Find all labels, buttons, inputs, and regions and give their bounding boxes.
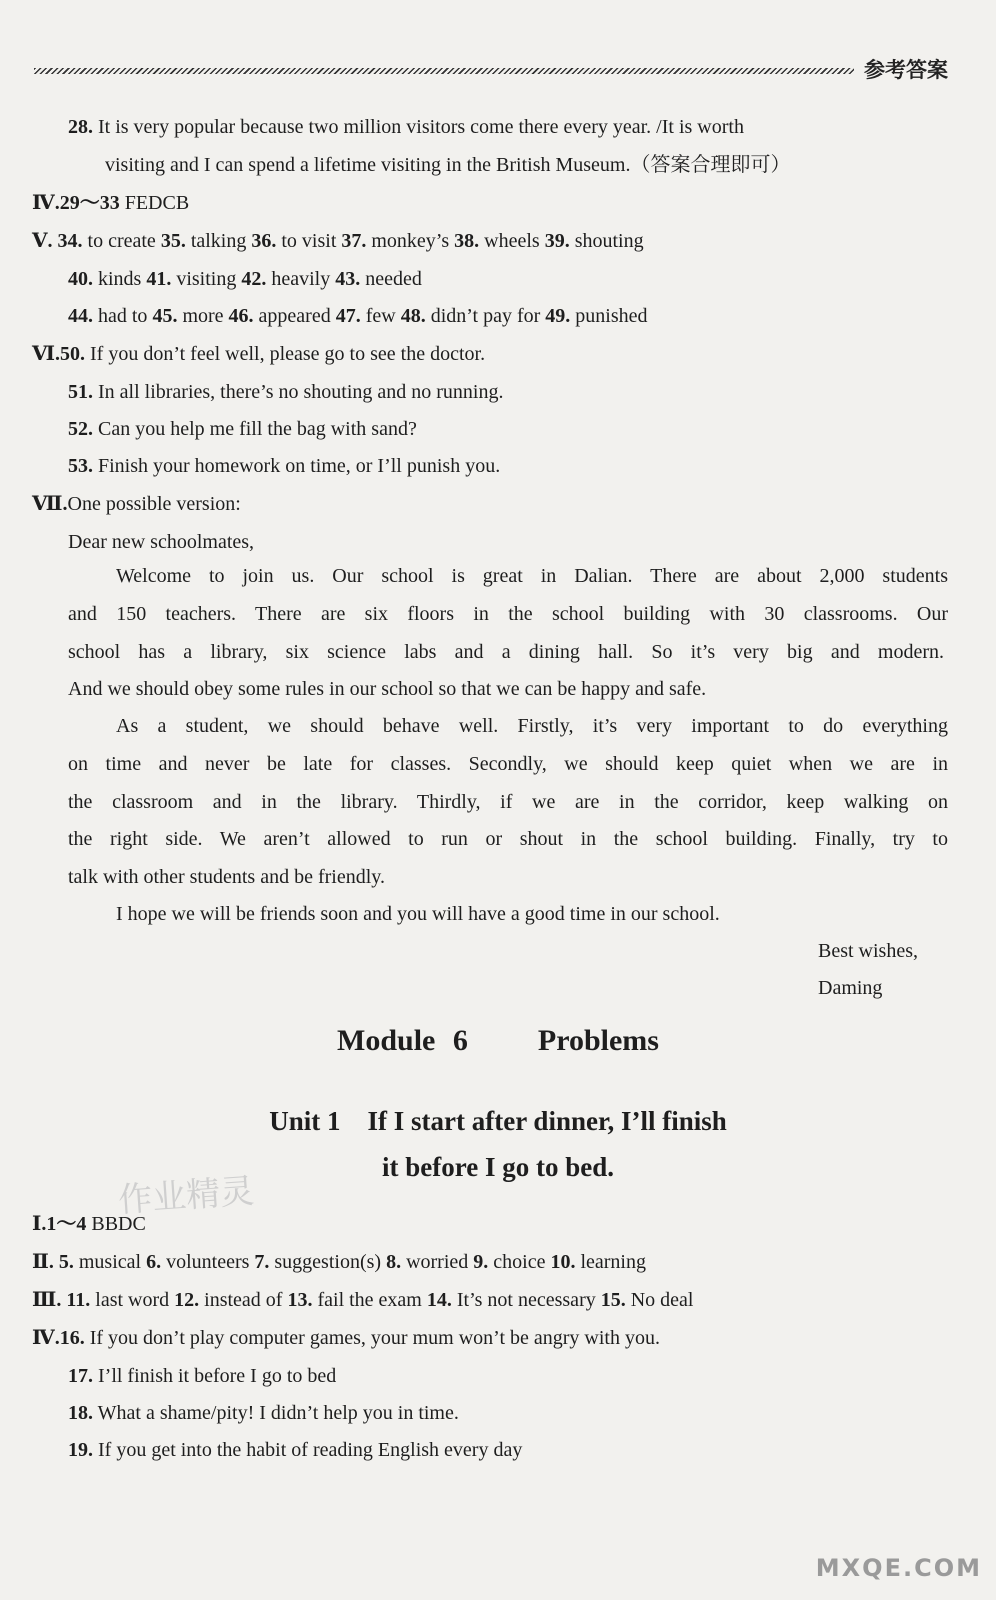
answer-text: musical [78,1251,142,1273]
answer-text: No deal [630,1289,694,1311]
section-7-roman: Ⅶ. [32,493,68,515]
letter-signature: Daming [818,977,883,999]
answer-text: heavily [271,268,331,290]
answer-number: 41. [146,268,172,290]
section-6-item-50 [32,341,485,367]
unit1-section-2 [32,1249,646,1275]
answer-text: Finish your homework on time, or I’ll punish you. [98,455,501,477]
answer-number: 48. [400,305,426,327]
answer-number: 13. [287,1289,313,1311]
section-5-row-3 [68,303,648,329]
answer-number: 8. [386,1251,402,1273]
answer-text: worried [406,1251,469,1273]
section-5-row-2 [68,266,422,292]
unit1-section-4-item-17 [68,1363,336,1389]
q28-number: 28. [68,116,93,138]
answer-number: 10. [550,1251,576,1273]
letter-p1-line: school has a library, six science labs and a dining hall. So it’s very big and modern. [68,641,944,663]
answer-text: wheels [484,230,540,252]
answer-number: 18. [68,1402,93,1424]
answer-number: 9. [473,1251,489,1273]
section-4 [32,190,189,216]
answer-text: had to [98,305,148,327]
answer-text: If you get into the habit of reading English every day [98,1439,523,1461]
unit1-section-4-item-16 [32,1325,660,1351]
answer-text: It’s not necessary [456,1289,596,1311]
answer-text: choice [493,1251,546,1273]
letter-p2-line: As a student, we should behave well. Firstly, it’s very important to do everything [116,715,948,737]
section-7-intro-text: One possible version: [67,493,241,515]
answer-text: In all libraries, there’s no shouting and no running. [98,381,504,403]
q28-line1 [68,114,950,140]
answer-text: I’ll finish it before I go to bed [98,1365,337,1387]
unit1-section-4-item-19 [68,1437,522,1463]
header-rule [34,68,854,74]
answer-number: 49. [545,305,571,327]
unit1-section-1-answer: BBDC [91,1213,146,1235]
letter-p2-line: on time and never be late for classes. Secondly, we should keep quiet when we are in [68,753,948,775]
letter-greeting: Dear new schoolmates, [68,531,255,553]
watermark-text: 作业精灵 [117,1171,256,1221]
unit1-section-2-roman: Ⅱ. [32,1251,54,1273]
q28-text-1: It is very popular because two million visitors come there every year. /It is worth [98,116,744,138]
answer-number: 46. [228,305,254,327]
answer-text: didn’t pay for [430,305,541,327]
answer-number: 7. [254,1251,270,1273]
answer-number: 53. [68,455,93,477]
unit1-section-1-roman: Ⅰ. [32,1213,47,1235]
answer-number: 44. [68,305,93,327]
section-6-item-51 [68,379,503,405]
header-title: 参考答案 [864,58,948,82]
letter-p2-line: talk with other students and be friendly. [68,866,385,888]
q28-text-2: visiting and I can spend a lifetime visiting in the British Museum.（答案合理即可） [105,154,791,176]
answer-number: 40. [68,268,93,290]
answer-text: last word [95,1289,170,1311]
answer-text: appeared [258,305,331,327]
answer-number: 14. [426,1289,452,1311]
answer-text: monkey’s [371,230,450,252]
answer-text: learning [580,1251,646,1273]
answer-number: 15. [600,1289,626,1311]
answer-text: If you don’t play computer games, your mum won’t be angry with you. [89,1327,660,1349]
answer-number: 45. [152,305,178,327]
letter-closing: Best wishes, [818,940,918,962]
answer-text: more [182,305,224,327]
unit-title-line1: Unit 1 If I start after dinner, I’ll finish [269,1106,727,1136]
answer-number: 52. [68,418,93,440]
section-6-item-53 [68,453,500,479]
answer-text: suggestion(s) [274,1251,382,1273]
answer-number: 12. [174,1289,200,1311]
answer-text: instead of [204,1289,283,1311]
answer-number: 19. [68,1439,93,1461]
unit-title-line2: it before I go to bed. [382,1152,614,1182]
unit1-section-4-roman: Ⅳ. [32,1327,60,1349]
watermark-logo: MXQE.COM [815,1554,982,1582]
answer-number: 47. [335,305,361,327]
q28-line2 [105,152,791,178]
answer-number: 50. [60,343,85,365]
unit1-section-4-item-18 [68,1400,459,1426]
letter-p1-line: And we should obey some rules in our school so that we can be happy and safe. [68,678,707,700]
answer-number: 43. [335,268,361,290]
letter-p1-line: Welcome to join us. Our school is great in Dalian. There are about 2,000 students [116,565,948,587]
answer-text: few [365,305,396,327]
letter-p2-line: the classroom and in the library. Thirdly, if we are in the corridor, keep walking on [68,791,948,813]
letter-p1-line: and 150 teachers. There are six floors in the school building with 30 classrooms. Our [68,603,948,625]
answer-text: talking [190,230,247,252]
unit1-section-1 [32,1211,146,1237]
section-6-roman: Ⅵ. [32,343,60,365]
letter-p3: I hope we will be friends soon and you will have a good time in our school. [116,903,720,925]
answer-number: 11. [66,1289,91,1311]
section-6-item-52 [68,416,417,442]
answer-text: If you don’t feel well, please go to see the doctor. [90,343,486,365]
answer-text: kinds [98,268,142,290]
answer-number: 5. [58,1251,74,1273]
answer-number: 37. [341,230,367,252]
answer-text: punished [575,305,648,327]
answer-number: 17. [68,1365,93,1387]
section-5-row-1 [32,228,644,254]
answer-text: Can you help me fill the bag with sand? [98,418,417,440]
answer-text: to create [87,230,156,252]
letter-p2-line: the right side. We aren’t allowed to run or shout in the school building. Finally, try to [68,828,948,850]
section-4-answer: FEDCB [124,192,190,214]
module-title: Module 6 Problems [337,1024,659,1057]
section-4-number: 29～33 [59,192,120,214]
answer-number: 39. [544,230,570,252]
answer-text: needed [365,268,422,290]
unit1-section-3 [32,1287,694,1313]
answer-text: What a shame/pity! I didn’t help you in time. [97,1402,459,1424]
answer-number: 6. [146,1251,162,1273]
unit1-section-3-roman: Ⅲ. [32,1289,62,1311]
section-4-roman: Ⅳ. [32,192,60,214]
answer-text: visiting [176,268,237,290]
answer-number: 36. [251,230,277,252]
answer-number: 38. [454,230,480,252]
answer-number: 51. [68,381,93,403]
answer-number: 16. [59,1327,85,1349]
answer-text: fail the exam [317,1289,422,1311]
section-7-intro [32,491,241,517]
section-5-roman: Ⅴ. [32,230,53,252]
answer-number: 42. [241,268,267,290]
answer-number: 34. [57,230,83,252]
answer-text: to visit [281,230,337,252]
answer-text: volunteers [166,1251,250,1273]
unit1-section-1-number: 1～4 [46,1213,87,1235]
answer-text: shouting [574,230,644,252]
answer-number: 35. [160,230,186,252]
